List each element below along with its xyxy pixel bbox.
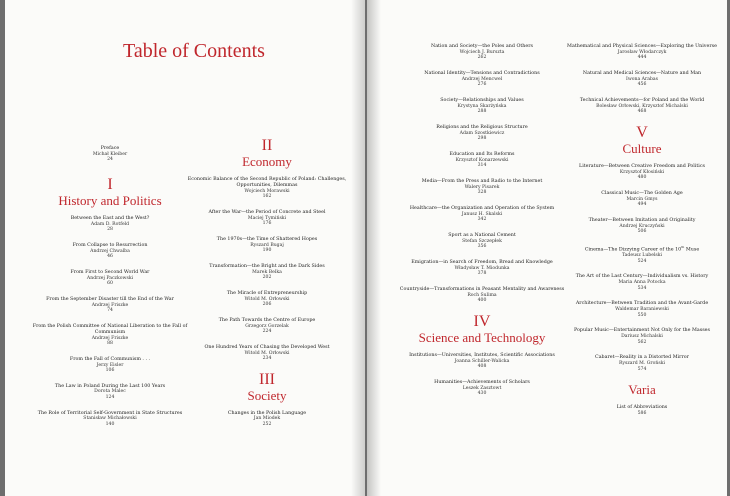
part-heading-culture: V Culture: [622, 123, 662, 156]
toc-entry[interactable]: Religions and the Religious Structure Adam Szostkiewicz 298: [436, 124, 528, 142]
toc-entry[interactable]: Architecture—Between Tradition and the Avant-Garde Waldemar Baraniewski 550: [575, 301, 709, 318]
toc-entry[interactable]: Popular Music—Entertainment Not Only for the Masses Dariusz Michalski 562: [574, 328, 710, 345]
toc-entry[interactable]: National Identity—Tensions and Contradictions Andrzej Mencwel 276: [424, 70, 540, 88]
toc-entry[interactable]: Changes in the Polish Language Jan Miodek 252: [227, 410, 307, 428]
toc-entry[interactable]: From First to Second World War Andrzej Paczkowski 60: [70, 269, 150, 287]
part-heading-science: IV Science and Technology: [418, 312, 546, 345]
economy-column: [182, 138, 352, 438]
toc-entry[interactable]: Cabaret—Reality in a Distorted Mirror Ryszard M. Groński 574: [595, 355, 689, 372]
toc-entry[interactable]: Nation and Society—the Poles and Others Wojciech J. Burszta 262: [431, 44, 533, 61]
toc-entry[interactable]: Society—Relationships and Values Krystyna Skarżyńska 288: [440, 97, 524, 115]
right-page: [367, 0, 727, 496]
toc-title: Table of Contents: [123, 40, 265, 62]
toc-entry[interactable]: The Path Towards the Centre of Europe Grzegorz Gorzelak 224: [218, 317, 316, 335]
part-heading-society: III Society: [247, 370, 287, 403]
toc-entry[interactable]: Economic Balance of the Second Republic of Poland: Challenges, Opportunities, Dilemmas Wojciech Morawski 162: [187, 177, 347, 200]
toc-entry[interactable]: The 1970s—the Time of Shattered Hopes Ryszard Bugaj 190: [216, 236, 318, 254]
toc-entry[interactable]: Between the East and the West? Adam D. Rotfeld 28: [70, 215, 150, 233]
part-heading-varia: Varia: [628, 382, 656, 398]
part-heading-economy: II Economy: [242, 137, 292, 169]
toc-entry[interactable]: List of Abbreviations 586: [616, 405, 668, 417]
toc-entry[interactable]: Humanities—Achievements of Scholars Leszek Zasztowt 430: [434, 379, 530, 397]
part-heading-history: I History and Politics: [58, 175, 162, 208]
toc-entry[interactable]: Technical Achievements—for Poland and the World Bolesław Orłowski, Krzysztof Michalski 468: [579, 97, 705, 115]
toc-entry[interactable]: Natural and Medical Sciences—Nature and Man Iwona Arabas 456: [582, 70, 702, 88]
science-culture-column: [557, 44, 727, 427]
right-gutter-shadow: [367, 0, 381, 496]
toc-entry-preface[interactable]: Preface Michał Kleiber 24: [92, 146, 128, 163]
toc-entry[interactable]: Emigration—in Search of Freedom, Bread and Knowledge Władysław T. Miodunka 378: [411, 259, 553, 277]
toc-entry[interactable]: Countryside—Transformations in Peasant Mentality and Awareness Roch Sulima 400: [399, 286, 565, 304]
toc-entry[interactable]: The Art of the Last Century—Individualism vs. History Maria Anna Potocka 534: [575, 274, 709, 291]
history-column: [25, 146, 195, 438]
toc-entry[interactable]: Institutions—Universities, Institutes, Scientific Associations Joanna Schiller-Walicka 408: [409, 352, 555, 370]
toc-entry[interactable]: The Law in Poland During the Last 100 Years Dorota Malec 124: [54, 383, 166, 401]
toc-entry[interactable]: Healthcare—the Organization and Operation of the System Janusz H. Skalski 342: [409, 205, 555, 223]
toc-entry[interactable]: Sport as a National Cement Stefan Szczepłek 356: [448, 232, 516, 250]
toc-entry[interactable]: Media—From the Press and Radio to the Internet Walery Pisarek 328: [421, 178, 543, 196]
toc-entry[interactable]: Theater—Between Imitation and Originality Andrzej Kruczyński 506: [588, 217, 696, 235]
toc-entry[interactable]: Literature—Between Creative Freedom and Politics Krzysztof Kłosiński 480: [579, 163, 705, 181]
toc-entry[interactable]: Mathematical and Physical Sciences—Exploring the Universe Jarosław Włodarczyk 444: [567, 44, 717, 61]
left-gutter-shadow: [351, 0, 365, 496]
toc-entry[interactable]: From Collapse to Resurrection Andrzej Chwalba 46: [72, 242, 148, 260]
society-science-column: [397, 44, 567, 407]
toc-entry[interactable]: The Miracle of Entrepreneurship Witold M. Orłowski 206: [226, 290, 308, 308]
toc-entry[interactable]: After the War—the Period of Concrete and Steel Maciej Tymiński 176: [208, 209, 326, 227]
toc-entry[interactable]: Classical Music—The Golden Age Marcin Gmys 494: [601, 190, 683, 208]
toc-entry[interactable]: From the Polish Committee of National Liberation to the Fall of Communism Andrzej Friszke 88: [32, 323, 188, 347]
toc-entry[interactable]: The Role of Territorial Self-Government in State Structures Stanisław Michałowski 140: [37, 410, 183, 428]
toc-entry[interactable]: From the Fall of Communism . . . Jerzy Eisler 106: [69, 356, 151, 374]
toc-entry[interactable]: One Hundred Years of Chasing the Developed West Witold M. Orłowski 234: [204, 344, 330, 362]
toc-entry[interactable]: Transformation—the Bright and the Dark Sides Marek Belka 202: [209, 263, 325, 281]
toc-entry[interactable]: Education and Its Reforms Krzysztof Konarzewski 314: [449, 151, 515, 169]
left-page: [5, 0, 365, 496]
toc-entry[interactable]: Cinema—The Dizzying Career of the 10th Muse Tadeusz Lubelski 524: [584, 244, 700, 264]
toc-entry[interactable]: From the September Disaster till the End of the War Andrzej Friszke 74: [46, 296, 174, 314]
